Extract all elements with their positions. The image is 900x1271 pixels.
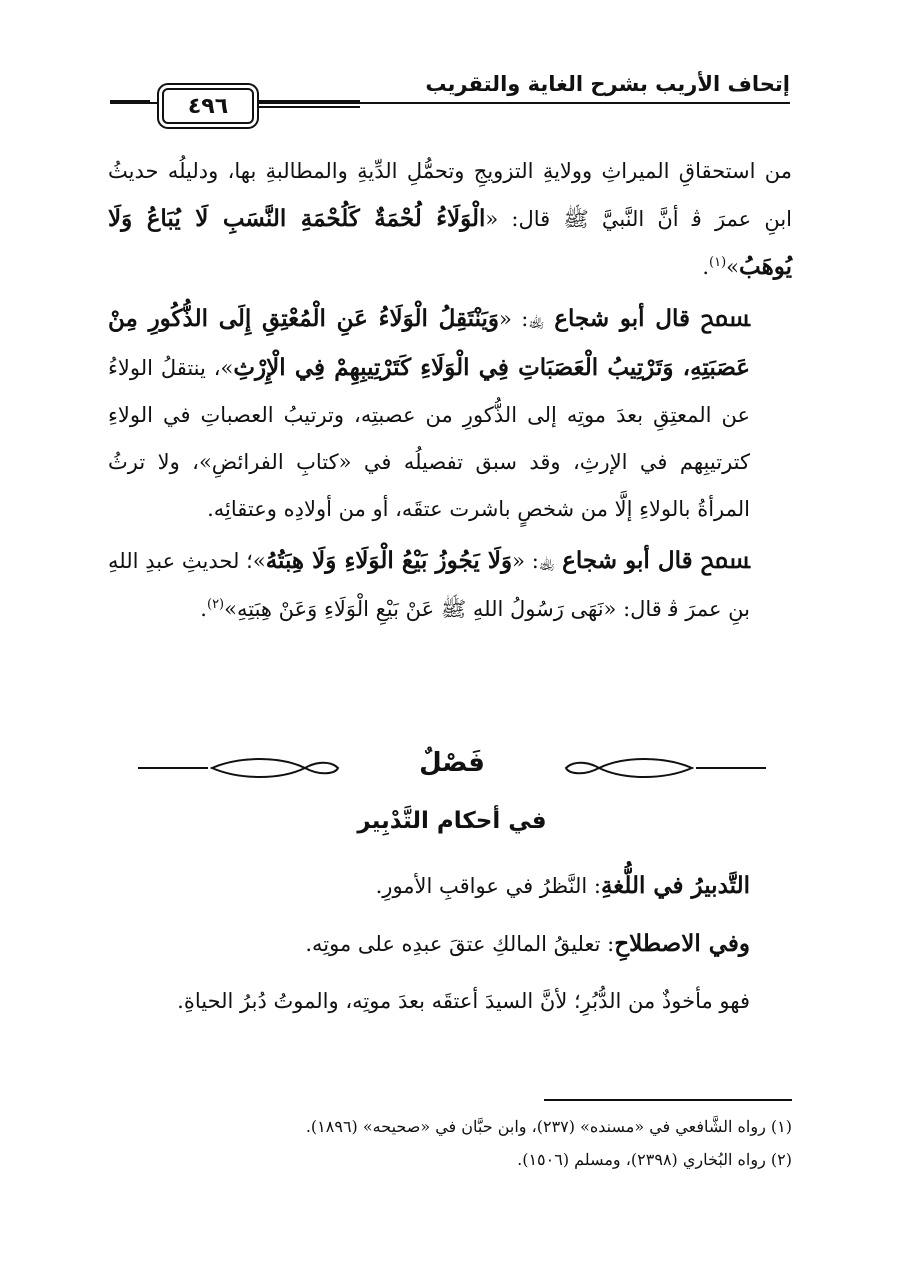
matn-quote-2: وَلَا يَجُوزُ بَيْعُ الْوَلَاءِ وَلَا هِبَتُهُ: [265, 547, 513, 574]
footnote-1: (١) رواه الشَّافعي في «مسنده» (٢٣٧)، وابن حبَّان في «صحيحه» (١٨٩٦).: [305, 1117, 792, 1136]
paragraph-3: ﵟ قال أبو شجاع ﵀: «وَلَا يَجُوزُ بَيْعُ الْوَلَاءِ وَلَا هِبَتُهُ»؛ لحديثِ عبدِ اللهِ بنِ عمرَ ﭬ قال: «نَهَى رَسُولُ اللهِ ﷺ عَنْ بَيْعِ الْوَلَاءِ وَعَنْ هِبَتِهِ»$^{(٢)}$.: [108, 547, 750, 621]
commentary-1: »، ينتقلُ الولاءُ عن المعتِقِ بعدَ موتِه إلى الذُّكورِ من عصبتِه، وترتيبُ العصباتِ في الولاءِ كترتيبِهم في الإرثِ، وقد سبق تفصيلُه في «كتابِ الفرائضِ»، ولا ترثُ المرأةُ بالولاءِ إلَّا من شخصٍ باشرت عتقَه، أو من أولادِه وعتقائِه.: [108, 356, 750, 521]
author-attribution-2: ﵟ قال أبو شجاع: [562, 547, 750, 574]
footnotes: [108, 1110, 792, 1176]
quote-close-3: »: [224, 597, 237, 621]
section-title: في أحكام التَّدْبِير: [357, 808, 547, 834]
commentary-2: »؛ لحديثِ عبدِ اللهِ بنِ عمرَ ﭬ قال: «: [108, 549, 750, 621]
paragraph-1-text: من استحقاقِ الميراثِ وولايةِ التزويجِ وتحمُّلِ الدِّيةِ والمطالبةِ بها، ودليلُه حديثُ ابنِ عمرَ ﭬ أنَّ النَّبيَّ ﷺ قال: «: [108, 159, 793, 231]
section-label: فَصْلٌ: [419, 748, 485, 778]
page-number-frame: [110, 86, 360, 126]
page-number-rule-left: [110, 100, 150, 102]
footnote-rule: [544, 1099, 792, 1101]
page-number: ٤٩٦: [162, 88, 254, 124]
page-number-rule-top: [258, 100, 360, 102]
section-ornament: [110, 748, 794, 788]
page-header: [110, 70, 790, 130]
term-technical: وفي الاصطلاحِ: [614, 930, 750, 957]
footnote-2: (٢) رواه البُخاري (٢٣٩٨)، ومسلم (١٥٠٦).: [517, 1150, 792, 1169]
definition-language: [108, 862, 792, 910]
rahimahullah-glyph: ﵀: [538, 552, 556, 573]
etymology-text: فهو مأخوذٌ من الدُّبُرِ؛ لأنَّ السيدَ أعتقَه بعدَ موتِه، والموتُ دُبرُ الحياةِ.: [177, 989, 750, 1013]
term-language: التَّدبيرُ في اللُّغةِ: [600, 872, 750, 899]
rahimahullah-glyph: ﵀: [528, 310, 545, 331]
paragraph-1: من استحقاقِ الميراثِ وولايةِ التزويجِ وتحمُّلِ الدِّيةِ والمطالبةِ بها، ودليلُه حديثُ ابنِ عمرَ ﭬ أنَّ النَّبيَّ ﷺ قال: «الْوَلَاءُ لُحْمَةٌ كَلُحْمَةِ النَّسَبِ لَا يُبَاعُ وَلَا يُوهَبُ»$^{(١)}$.: [108, 159, 793, 280]
colon-quote-open-3: : «: [512, 549, 539, 573]
colon-quote-open-2: : «: [499, 307, 529, 331]
definition-language-text: : النَّظرُ في عواقبِ الأمورِ.: [375, 874, 601, 898]
page-number-rule-bottom: [258, 106, 360, 108]
main-text: [108, 148, 792, 637]
matn-quote-1: وَيَنْتَقِلُ الْوَلَاءُ عَنِ الْمُعْتِقِ إِلَى الذُّكُورِ مِنْ عَصَبَتِهِ، وَتَرْتِيبُ الْعَصَبَاتِ فِي الْوَلَاءِ كَتَرْتِيبِهِمْ فِي الْإِرْثِ: [108, 305, 750, 381]
definitions: [108, 862, 792, 1035]
definition-technical-text: : تعليقُ المالكِ عتقَ عبدِه على موتِه.: [305, 932, 615, 956]
footnote-ref-1[interactable]: (١): [709, 255, 727, 270]
hadith-quote-2: نَهَى رَسُولُ اللهِ ﷺ عَنْ بَيْعِ الْوَلَاءِ وَعَنْ هِبَتِهِ: [236, 597, 604, 621]
footnote-ref-2[interactable]: (٢): [206, 597, 225, 612]
definition-technical: [108, 920, 792, 968]
book-title: إتحاف الأريب بشرح الغاية والتقريب: [425, 72, 790, 96]
quote-close-1: »: [726, 255, 739, 279]
author-attribution-1: ﵟ قال أبو شجاع: [554, 305, 751, 332]
hadith-quote-1: الْوَلَاءُ لُحْمَةٌ كَلُحْمَةِ النَّسَبِ لَا يُبَاعُ وَلَا يُوهَبُ: [108, 205, 792, 280]
paragraph-2: [108, 295, 792, 533]
etymology: [108, 978, 792, 1025]
